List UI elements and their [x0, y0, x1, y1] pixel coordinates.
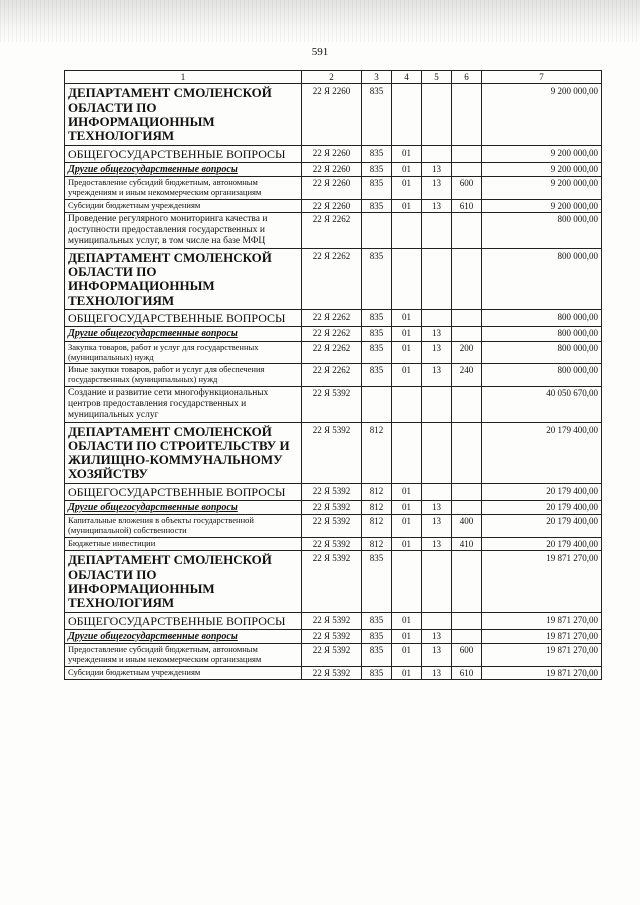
row-ministry: 835 — [362, 612, 392, 629]
row-subsection: 13 — [422, 537, 452, 550]
row-code: 22 Я 2260 — [302, 84, 362, 145]
row-amount: 20 179 400,00 — [482, 515, 602, 538]
row-code: 22 Я 2260 — [302, 199, 362, 212]
row-ministry: 835 — [362, 177, 392, 200]
row-name: Другие общегосударственные вопросы — [65, 162, 302, 177]
row-amount: 9 200 000,00 — [482, 177, 602, 200]
table-row — [65, 483, 602, 500]
row-subsection — [422, 248, 452, 309]
row-amount: 800 000,00 — [482, 327, 602, 342]
row-expense-type — [452, 500, 482, 515]
table-row — [65, 364, 602, 387]
row-subsection — [422, 551, 452, 612]
row-name: Субсидии бюджетным учреждениям — [65, 666, 302, 679]
row-expense-type: 410 — [452, 537, 482, 550]
row-expense-type — [452, 213, 482, 249]
row-subsection: 13 — [422, 199, 452, 212]
row-code: 22 Я 5392 — [302, 551, 362, 612]
row-name: ДЕПАРТАМЕНТ СМОЛЕНСКОЙ ОБЛАСТИ ПО ИНФОРМАЦИОННЫМ ТЕХНОЛОГИЯМ — [65, 84, 302, 145]
row-name: Другие общегосударственные вопросы — [65, 629, 302, 644]
row-name: Иные закупки товаров, работ и услуг для обеспечения государственных (муниципальных) нужд — [65, 364, 302, 387]
row-amount: 9 200 000,00 — [482, 162, 602, 177]
row-code: 22 Я 5392 — [302, 515, 362, 538]
page-number: 591 — [311, 46, 329, 58]
row-subsection — [422, 612, 452, 629]
row-expense-type — [452, 483, 482, 500]
row-expense-type — [452, 551, 482, 612]
row-amount: 800 000,00 — [482, 364, 602, 387]
column-header: 1 — [65, 71, 302, 84]
row-subsection: 13 — [422, 629, 452, 644]
table-row — [65, 327, 602, 342]
table-row — [65, 644, 602, 667]
row-section: 01 — [392, 177, 422, 200]
row-subsection: 13 — [422, 644, 452, 667]
table-row — [65, 199, 602, 212]
row-ministry: 812 — [362, 515, 392, 538]
row-code: 22 Я 2262 — [302, 310, 362, 327]
row-name: Другие общегосударственные вопросы — [65, 327, 302, 342]
row-expense-type — [452, 422, 482, 483]
row-subsection: 13 — [422, 162, 452, 177]
row-amount: 19 871 270,00 — [482, 629, 602, 644]
row-subsection — [422, 483, 452, 500]
row-amount: 800 000,00 — [482, 213, 602, 249]
row-expense-type — [452, 327, 482, 342]
row-name: Проведение регулярного мониторинга качества и доступности предоставления государственных и муниципальных услуг, в том числе на базе МФЦ — [65, 213, 302, 249]
row-ministry: 835 — [362, 145, 392, 162]
row-amount: 19 871 270,00 — [482, 644, 602, 667]
table-row — [65, 537, 602, 550]
row-ministry: 812 — [362, 500, 392, 515]
budget-table — [64, 70, 602, 680]
row-expense-type: 200 — [452, 341, 482, 364]
row-amount: 20 179 400,00 — [482, 422, 602, 483]
row-section: 01 — [392, 364, 422, 387]
row-ministry: 835 — [362, 364, 392, 387]
row-ministry: 835 — [362, 341, 392, 364]
row-code: 22 Я 5392 — [302, 500, 362, 515]
row-section — [392, 386, 422, 422]
row-code: 22 Я 2262 — [302, 327, 362, 342]
row-ministry — [362, 386, 392, 422]
table-row — [65, 177, 602, 200]
column-header: 5 — [422, 71, 452, 84]
column-header: 4 — [392, 71, 422, 84]
row-code: 22 Я 5392 — [302, 644, 362, 667]
table-row — [65, 629, 602, 644]
row-amount: 20 179 400,00 — [482, 500, 602, 515]
row-amount: 800 000,00 — [482, 341, 602, 364]
row-code: 22 Я 5392 — [302, 483, 362, 500]
row-amount: 9 200 000,00 — [482, 199, 602, 212]
table-row — [65, 515, 602, 538]
row-section: 01 — [392, 629, 422, 644]
row-ministry: 835 — [362, 248, 392, 309]
row-ministry: 835 — [362, 162, 392, 177]
column-header: 7 — [482, 71, 602, 84]
table-row — [65, 386, 602, 422]
row-code: 22 Я 5392 — [302, 612, 362, 629]
row-expense-type: 400 — [452, 515, 482, 538]
table-row — [65, 145, 602, 162]
row-ministry — [362, 213, 392, 249]
row-name: ДЕПАРТАМЕНТ СМОЛЕНСКОЙ ОБЛАСТИ ПО СТРОИТЕЛЬСТВУ И ЖИЛИЩНО-КОММУНАЛЬНОМУ ХОЗЯЙСТВУ — [65, 422, 302, 483]
column-header: 2 — [302, 71, 362, 84]
row-section: 01 — [392, 327, 422, 342]
table-row — [65, 310, 602, 327]
table-row — [65, 551, 602, 612]
table-row — [65, 341, 602, 364]
table-row — [65, 248, 602, 309]
row-expense-type — [452, 248, 482, 309]
row-ministry: 835 — [362, 199, 392, 212]
row-section: 01 — [392, 310, 422, 327]
table-row — [65, 612, 602, 629]
row-expense-type: 610 — [452, 199, 482, 212]
row-code: 22 Я 5392 — [302, 537, 362, 550]
row-name: Предоставление субсидий бюджетным, автономным учреждениям и иным некоммерческим организациям — [65, 177, 302, 200]
row-subsection — [422, 145, 452, 162]
row-name: Субсидии бюджетным учреждениям — [65, 199, 302, 212]
row-section: 01 — [392, 644, 422, 667]
row-expense-type: 240 — [452, 364, 482, 387]
row-amount: 800 000,00 — [482, 310, 602, 327]
row-section: 01 — [392, 500, 422, 515]
row-name: ДЕПАРТАМЕНТ СМОЛЕНСКОЙ ОБЛАСТИ ПО ИНФОРМАЦИОННЫМ ТЕХНОЛОГИЯМ — [65, 551, 302, 612]
row-amount: 9 200 000,00 — [482, 84, 602, 145]
row-expense-type — [452, 145, 482, 162]
row-expense-type — [452, 84, 482, 145]
row-section: 01 — [392, 612, 422, 629]
row-subsection: 13 — [422, 666, 452, 679]
row-code: 22 Я 5392 — [302, 386, 362, 422]
row-subsection — [422, 84, 452, 145]
row-code: 22 Я 5392 — [302, 666, 362, 679]
row-subsection — [422, 213, 452, 249]
table-row — [65, 666, 602, 679]
row-code: 22 Я 2262 — [302, 364, 362, 387]
row-code: 22 Я 2262 — [302, 213, 362, 249]
row-name: Создание и развитие сети многофункциональных центров предоставления государственных и муниципальных услуг — [65, 386, 302, 422]
row-amount: 40 050 670,00 — [482, 386, 602, 422]
row-ministry: 835 — [362, 310, 392, 327]
row-amount: 20 179 400,00 — [482, 537, 602, 550]
row-amount: 19 871 270,00 — [482, 551, 602, 612]
row-expense-type — [452, 629, 482, 644]
row-expense-type — [452, 162, 482, 177]
row-code: 22 Я 5392 — [302, 422, 362, 483]
row-ministry: 812 — [362, 422, 392, 483]
row-expense-type: 610 — [452, 666, 482, 679]
row-code: 22 Я 2260 — [302, 145, 362, 162]
row-code: 22 Я 2260 — [302, 177, 362, 200]
column-header: 3 — [362, 71, 392, 84]
row-amount: 9 200 000,00 — [482, 145, 602, 162]
row-subsection — [422, 422, 452, 483]
row-code: 22 Я 2260 — [302, 162, 362, 177]
row-section: 01 — [392, 145, 422, 162]
row-expense-type: 600 — [452, 177, 482, 200]
row-subsection: 13 — [422, 341, 452, 364]
row-ministry: 835 — [362, 666, 392, 679]
row-expense-type — [452, 310, 482, 327]
row-section — [392, 84, 422, 145]
row-section — [392, 248, 422, 309]
row-amount: 20 179 400,00 — [482, 483, 602, 500]
scan-artifact-strip — [0, 0, 640, 42]
row-ministry: 835 — [362, 629, 392, 644]
row-name: Другие общегосударственные вопросы — [65, 500, 302, 515]
row-section: 01 — [392, 666, 422, 679]
row-expense-type — [452, 386, 482, 422]
row-subsection — [422, 310, 452, 327]
row-section — [392, 551, 422, 612]
row-section — [392, 213, 422, 249]
row-amount: 19 871 270,00 — [482, 666, 602, 679]
table-header-row — [65, 71, 602, 84]
row-ministry: 835 — [362, 327, 392, 342]
table-row — [65, 84, 602, 145]
table-row — [65, 422, 602, 483]
row-section: 01 — [392, 483, 422, 500]
column-header: 6 — [452, 71, 482, 84]
table-row — [65, 500, 602, 515]
table-row — [65, 162, 602, 177]
table-row — [65, 213, 602, 249]
row-ministry: 835 — [362, 644, 392, 667]
row-name: ОБЩЕГОСУДАРСТВЕННЫЕ ВОПРОСЫ — [65, 612, 302, 629]
row-section: 01 — [392, 515, 422, 538]
row-expense-type: 600 — [452, 644, 482, 667]
row-name: Бюджетные инвестиции — [65, 537, 302, 550]
row-subsection: 13 — [422, 327, 452, 342]
row-name: ДЕПАРТАМЕНТ СМОЛЕНСКОЙ ОБЛАСТИ ПО ИНФОРМАЦИОННЫМ ТЕХНОЛОГИЯМ — [65, 248, 302, 309]
row-name: ОБЩЕГОСУДАРСТВЕННЫЕ ВОПРОСЫ — [65, 310, 302, 327]
row-ministry: 835 — [362, 84, 392, 145]
row-section: 01 — [392, 537, 422, 550]
row-name: Капитальные вложения в объекты государственной (муниципальной) собственности — [65, 515, 302, 538]
row-code: 22 Я 5392 — [302, 629, 362, 644]
row-section: 01 — [392, 199, 422, 212]
row-subsection — [422, 386, 452, 422]
row-name: Закупка товаров, работ и услуг для государственных (муниципальных) нужд — [65, 341, 302, 364]
row-subsection: 13 — [422, 364, 452, 387]
row-expense-type — [452, 612, 482, 629]
row-ministry: 835 — [362, 551, 392, 612]
row-section — [392, 422, 422, 483]
row-name: Предоставление субсидий бюджетным, автономным учреждениям и иным некоммерческим организациям — [65, 644, 302, 667]
row-name: ОБЩЕГОСУДАРСТВЕННЫЕ ВОПРОСЫ — [65, 145, 302, 162]
row-amount: 800 000,00 — [482, 248, 602, 309]
row-name: ОБЩЕГОСУДАРСТВЕННЫЕ ВОПРОСЫ — [65, 483, 302, 500]
row-subsection: 13 — [422, 515, 452, 538]
row-ministry: 812 — [362, 537, 392, 550]
row-subsection: 13 — [422, 177, 452, 200]
row-section: 01 — [392, 341, 422, 364]
row-code: 22 Я 2262 — [302, 341, 362, 364]
row-amount: 19 871 270,00 — [482, 612, 602, 629]
row-ministry: 812 — [362, 483, 392, 500]
table-body — [65, 84, 602, 680]
row-subsection: 13 — [422, 500, 452, 515]
row-code: 22 Я 2262 — [302, 248, 362, 309]
row-section: 01 — [392, 162, 422, 177]
